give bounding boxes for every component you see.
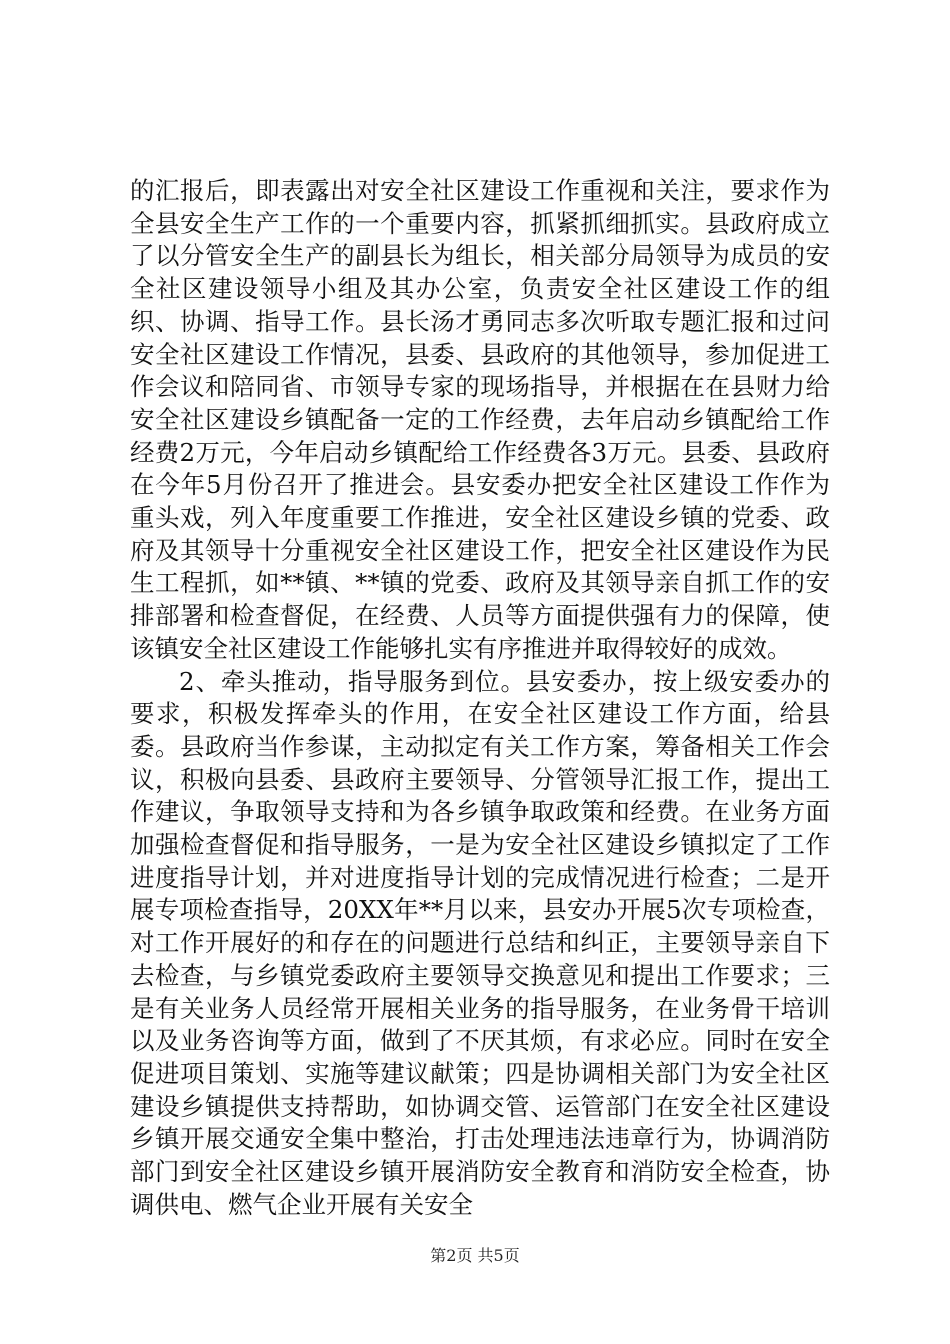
paragraph-2: 2、牵头推动，指导服务到位。县安委办，按上级安委办的要求，积极发挥牵头的作用，在安全社区建设工作方面，给县委。县政府当作参谋，主动拟定有关工作方案，筹备相关工作会议，积极向县委、县政府主要领导、分管领导汇报工作，提出工作建议，争取领导支持和为各乡镇争取政策和经费。在业务方面加强检查督促和指导服务，一是为安全社区建设乡镇拟定了工作进度指导计划，并对进度指导计划的完成情况进行检查；二是开展专项检查指导，20XX年**月以来，县安办开展5次专项检查，对工作开展好的和存在的问题进行总结和纠正，主要领导亲自下去检查，与乡镇党委政府主要领导交换意见和提出工作要求；三是有关业务人员经常开展相关业务的指导服务，在业务骨干培训以及业务咨询等方面，做到了不厌其烦，有求必应。同时在安全促进项目策划、实施等建议献策；四是协调相关部门为安全社区建设乡镇提供支持帮助，如协调交管、运管部门在安全社区建设乡镇开展交通安全集中整治，打击处理违法违章行为，协调消防部门到安全社区建设乡镇开展消防安全教育和消防安全检查，协调供电、燃气企业开展有关安全 — [130, 666, 830, 1219]
paragraph-1: 的汇报后，即表露出对安全社区建设工作重视和关注，要求作为全县安全生产工作的一个重要内容，抓紧抓细抓实。县政府成立了以分管安全生产的副县长为组长，相关部分局领导为成员的安全社区建设领导小组及其办公室，负责安全社区建设工作的组织、协调、指导工作。县长汤才勇同志多次听取专题汇报和过问安全社区建设工作情况，县委、县政府的其他领导，参加促进工作会议和陪同省、市领导专家的现场指导，并根据在在县财力给安全社区建设乡镇配备一定的工作经费，去年启动乡镇配给工作经费2万元，今年启动乡镇配给工作经费各3万元。县委、县政府在今年5月份召开了推进会。县安委办把安全社区建设工作作为重头戏，列入年度重要工作推进，安全社区建设乡镇的党委、政府及其领导十分重视安全社区建设工作，把安全社区建设作为民生工程抓，如**镇、**镇的党委、政府及其领导亲自抓工作的安排部署和检查督促，在经费、人员等方面提供强有力的保障，使该镇安全社区建设工作能够扎实有序推进并取得较好的成效。 — [130, 176, 830, 663]
document-body — [130, 175, 830, 1222]
page-footer: 第2页 共5页 — [430, 1246, 520, 1265]
